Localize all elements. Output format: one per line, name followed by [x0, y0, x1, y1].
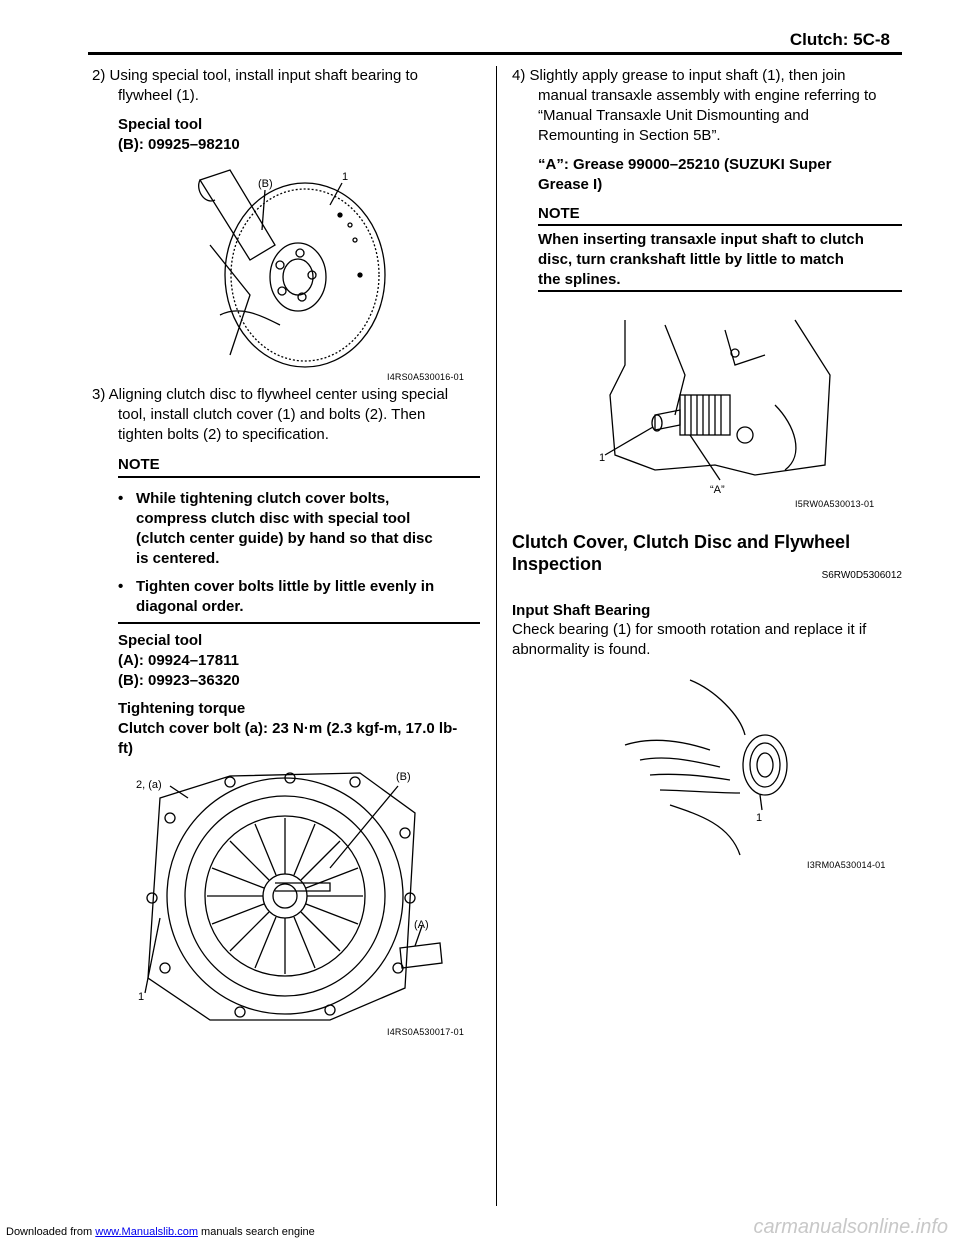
- column-divider: [496, 66, 497, 1206]
- step-2-line-2: flywheel (1).: [118, 87, 199, 104]
- clutch-cover-illustration: [130, 758, 480, 1028]
- page-header-title: Clutch: 5C-8: [789, 30, 890, 49]
- header-rule: [88, 52, 902, 55]
- bearing-line-2: abnormality is found.: [512, 641, 651, 658]
- note-bullet-1-line-1: While tightening clutch cover bolts,: [136, 490, 390, 507]
- footer-suffix: manuals search engine: [201, 1226, 315, 1238]
- bullet-dot-1: •: [118, 490, 124, 507]
- note-bottom-rule-right: [538, 290, 902, 292]
- torque-heading: Tightening torque: [118, 700, 246, 717]
- note-bullet-2-line-2: diagonal order.: [136, 598, 244, 615]
- step-4-line-2: manual transaxle assembly with engine referring to: [538, 87, 877, 104]
- note-right-line-2: disc, turn crankshaft little by little to match: [538, 251, 844, 268]
- section-title-line-2: Inspection: [512, 554, 603, 574]
- note-bullet-1-line-2: compress clutch disc with special tool: [136, 510, 411, 527]
- special-tool-2-b: (B): 09923–36320: [118, 672, 240, 689]
- note-bullet-1-line-3: (clutch center guide) by hand so that disc: [136, 530, 433, 547]
- bearing-hand-illustration: [620, 675, 800, 860]
- note-bullet-2-line-1: Tighten cover bolts little by little evenly in: [136, 578, 435, 595]
- footer-manualslib-link[interactable]: www.Manualslib.com: [95, 1226, 198, 1238]
- grease-line-2: Grease I): [538, 176, 603, 193]
- fig2-label-a: (A): [414, 919, 429, 931]
- step-2-line-1: 2) Using special tool, install input shaft bearing to: [92, 67, 419, 84]
- flywheel-illustration: [190, 165, 490, 375]
- fig4-label-1: 1: [756, 812, 763, 824]
- note-heading-left: NOTE: [118, 456, 160, 473]
- step-3-line-1: 3) Aligning clutch disc to flywheel center using special: [92, 386, 449, 403]
- section-code: S6RW0D5306012: [821, 570, 902, 581]
- step-4-line-3: “Manual Transaxle Unit Dismounting and: [538, 107, 809, 124]
- special-tool-heading: Special tool: [118, 116, 203, 133]
- footer-prefix: Downloaded from: [6, 1226, 93, 1238]
- step-3-line-2: tool, install clutch cover (1) and bolts (2). Then: [118, 406, 426, 423]
- step-4-line-1: 4) Slightly apply grease to input shaft (1), then join: [512, 67, 846, 84]
- fig3-label-1: 1: [599, 452, 606, 464]
- bearing-line-1: Check bearing (1) for smooth rotation and replace it if: [512, 621, 867, 638]
- note-top-rule-right: [538, 224, 902, 226]
- bearing-heading: Input Shaft Bearing: [512, 602, 651, 619]
- fig2-label-b: (B): [396, 771, 411, 783]
- note-bottom-rule-left: [118, 622, 480, 624]
- special-tool-2-a: (A): 09924–17811: [118, 652, 239, 669]
- special-tool-b: (B): 09925–98210: [118, 136, 240, 153]
- torque-line-1: Clutch cover bolt (a): 23 N·m (2.3 kgf-m, 17.0 lb-: [118, 720, 458, 737]
- torque-line-2: ft): [118, 740, 133, 757]
- fig1-label-b: (B): [258, 178, 273, 190]
- fig1-label-1: 1: [342, 171, 349, 183]
- step-4-line-4: Remounting in Section 5B”.: [538, 127, 721, 144]
- note-heading-right: NOTE: [538, 205, 580, 222]
- footer-download-note: [6, 1226, 315, 1238]
- note-bullet-1-line-4: is centered.: [136, 550, 220, 567]
- fig2-label-1: 1: [138, 991, 145, 1003]
- special-tool-2-heading: Special tool: [118, 632, 203, 649]
- bullet-dot-2: •: [118, 578, 124, 595]
- note-right-line-3: the splines.: [538, 271, 621, 288]
- fig3-caption: I5RW0A530013-01: [795, 499, 875, 509]
- footer-watermark: carmanualsonline.info: [753, 1216, 948, 1238]
- grease-line-1: “A”: Grease 99000–25210 (SUZUKI Super: [538, 156, 832, 173]
- fig2-caption: I4RS0A530017-01: [387, 1027, 465, 1037]
- input-shaft-illustration: [595, 315, 835, 500]
- note-top-rule-left: [118, 476, 480, 478]
- note-right-line-1: When inserting transaxle input shaft to clutch: [538, 231, 864, 248]
- fig2-label-2a: 2, (a): [136, 779, 162, 791]
- fig1-caption: I4RS0A530016-01: [387, 372, 465, 382]
- step-3-line-3: tighten bolts (2) to specification.: [118, 426, 329, 443]
- fig3-label-a: “A”: [710, 484, 725, 496]
- fig4-caption: I3RM0A530014-01: [807, 860, 886, 870]
- section-title-line-1: Clutch Cover, Clutch Disc and Flywheel: [512, 532, 851, 552]
